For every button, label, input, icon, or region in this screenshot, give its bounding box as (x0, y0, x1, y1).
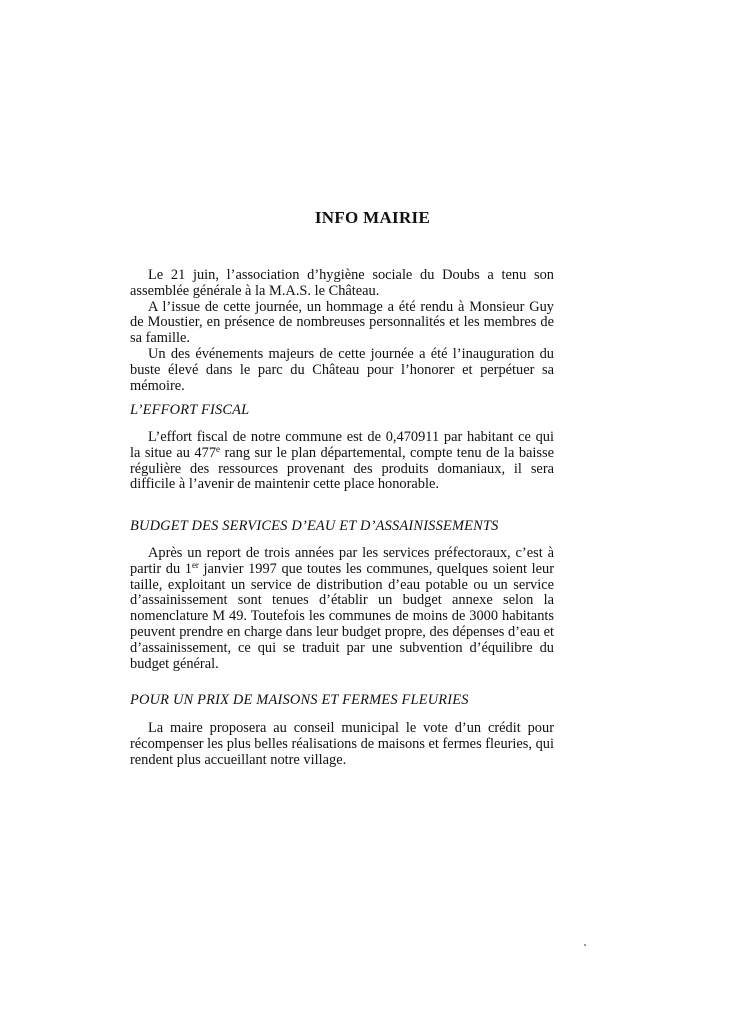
prix-section (130, 721, 554, 768)
effort-fiscal-section (130, 430, 554, 493)
section-heading-budget: BUDGET DES SERVICES D’EAU ET D’ASSAINISSEMENTS (130, 518, 499, 534)
budget-text-end: janvier 1997 que toutes les communes, quelques soient leur taille, exploitant un service de distribution d’eau potable ou un service d’assainissement sont tenues d’établir un budget annexe selon la nomenclature M 49. Toutefois les communes de moins de 3000 habitants peuvent prendre en charge dans leur budget propre, des dépenses d’eau et d’assainissement, ce qui se traduit par une subvention d’équilibre du budget général. (130, 560, 554, 672)
superscript-er: er (191, 559, 199, 570)
scan-speck (584, 944, 586, 946)
effort-fiscal-text-start: L’effort fiscal de notre commune est de 0,470911 par habitant ce qui la situe au 477 (130, 429, 554, 461)
effort-fiscal-text-end: rang sur le plan départemental, compte tenu de la baisse régulière des ressources provenant des produits domaniaux, il sera difficile à l’avenir de maintenir cette place honorable. (130, 444, 555, 493)
budget-section (130, 546, 554, 672)
intro-paragraph-3: Un des événements majeurs de cette journée a été l’inauguration du buste élevé dans le parc du Château pour l’honorer et perpétuer sa mémoire. (130, 345, 554, 394)
intro-section (130, 268, 554, 394)
effort-fiscal-paragraph (130, 430, 554, 493)
intro-paragraph-2: A l’issue de cette journée, un hommage a été rendu à Monsieur Guy de Moustier, en présence de nombreuses personnalités et les membres de sa famille. (130, 298, 554, 347)
prix-paragraph: La maire proposera au conseil municipal le vote d’un crédit pour récompenser les plus belles réalisations de maisons et fermes fleuries, qui rendent plus accueillant notre village. (130, 720, 554, 768)
budget-paragraph (130, 546, 554, 672)
intro-paragraph-1: Le 21 juin, l’association d’hygiène sociale du Doubs a tenu son assemblée générale à la M.A.S. le Château. (130, 267, 554, 299)
page-title: INFO MAIRIE (314, 208, 431, 227)
section-heading-prix: POUR UN PRIX DE MAISONS ET FERMES FLEURIES (130, 692, 469, 708)
section-heading-effort-fiscal: L’EFFORT FISCAL (130, 402, 250, 418)
superscript-e: e (216, 443, 221, 454)
budget-text-start: Après un report de trois années par les services préfectoraux, c’est à partir du 1 (130, 545, 554, 577)
